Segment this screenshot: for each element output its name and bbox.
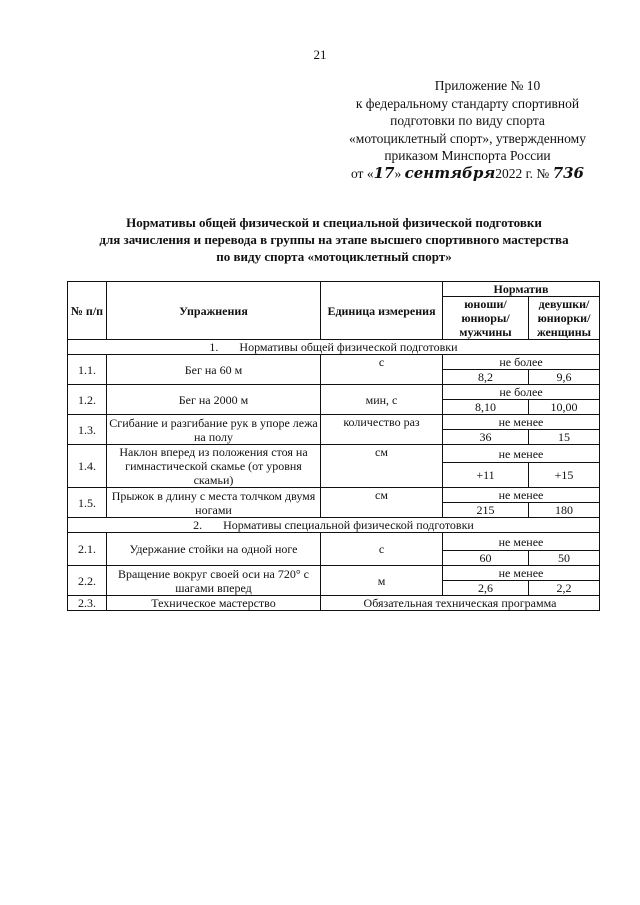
header-norm: Норматив <box>443 282 600 297</box>
row-requirement: Обязательная техническая программа <box>321 596 600 611</box>
row-unit: количество раз <box>321 415 443 445</box>
header-female: девушки/ юниорки/ женщины <box>529 297 600 340</box>
handwritten-day: 17 <box>373 163 395 182</box>
row-unit: с <box>321 533 443 566</box>
row-exercise: Бег на 2000 м <box>107 385 321 415</box>
row-exercise: Техническое мастерство <box>107 596 321 611</box>
row-exercise: Наклон вперед из положения стоя на гимнастической скамье (от уровня скамьи) <box>107 445 321 488</box>
header-num: № п/п <box>68 282 107 340</box>
value-female: 2,2 <box>529 581 600 596</box>
value-female: 15 <box>529 430 600 445</box>
row-number: 1.3. <box>68 415 107 445</box>
page-number: 21 <box>313 47 327 62</box>
row-unit: мин, с <box>321 385 443 415</box>
row-exercise: Бег на 60 м <box>107 355 321 385</box>
value-male: 8,10 <box>443 400 529 415</box>
appendix-line: приказом Минспорта России <box>384 148 551 163</box>
row-exercise: Сгибание и разгибание рук в упоре лежа на полу <box>107 415 321 445</box>
row-exercise: Удержание стойки на одной ноге <box>107 533 321 566</box>
row-criterion: не более <box>443 355 600 370</box>
row-unit: см <box>321 445 443 488</box>
value-male: 60 <box>443 551 529 566</box>
appendix-line: к федеральному стандарту спортивной <box>355 95 580 111</box>
handwritten-order-number: 736 <box>552 163 584 182</box>
row-criterion: не менее <box>443 488 600 503</box>
title-line-1: Нормативы общей физической и специальной физической подготовки <box>126 215 542 230</box>
row-unit: с <box>321 355 443 385</box>
header-unit: Единица измерения <box>321 282 443 340</box>
row-exercise: Прыжок в длину с места толчком двумя ногами <box>107 488 321 518</box>
value-male: 8,2 <box>443 370 529 385</box>
title-line-3: по виду спорта «мотоциклетный спорт» <box>216 249 452 264</box>
header-exercise: Упражнения <box>107 282 321 340</box>
row-criterion: не менее <box>443 415 600 430</box>
row-unit: см <box>321 488 443 518</box>
date-mid: » <box>394 165 402 181</box>
value-male: +11 <box>443 463 529 488</box>
value-female: 50 <box>529 551 600 566</box>
value-female: 180 <box>529 503 600 518</box>
date-year: 2022 г. № <box>495 165 550 181</box>
header-male: юноши/ юниоры/ мужчины <box>443 297 529 340</box>
appendix-date-line <box>330 165 605 183</box>
row-criterion: не менее <box>443 566 600 581</box>
row-number: 2.3. <box>68 596 107 611</box>
date-prefix: от « <box>350 165 374 181</box>
title-line-2: для зачисления и перевода в группы на этапе высшего спортивного мастерства <box>99 232 569 247</box>
value-male: 36 <box>443 430 529 445</box>
row-exercise: Вращение вокруг своей оси на 720° с шагами вперед <box>107 566 321 596</box>
appendix-line: подготовки по виду спорта <box>390 113 545 128</box>
row-number: 1.5. <box>68 488 107 518</box>
value-female: +15 <box>529 463 600 488</box>
value-male: 215 <box>443 503 529 518</box>
handwritten-month: сентября <box>404 163 496 182</box>
appendix-line: «мотоциклетный спорт», утвержденному <box>349 130 586 146</box>
row-number: 2.2. <box>68 566 107 596</box>
value-male: 2,6 <box>443 581 529 596</box>
section-heading: 2. Нормативы специальной физической подготовки <box>68 518 600 533</box>
row-number: 1.1. <box>68 355 107 385</box>
value-female: 9,6 <box>529 370 600 385</box>
appendix-block <box>330 77 605 182</box>
row-criterion: не менее <box>443 533 600 551</box>
document-title <box>60 214 608 265</box>
row-number: 1.4. <box>68 445 107 488</box>
row-criterion: не более <box>443 385 600 400</box>
row-number: 2.1. <box>68 533 107 566</box>
section-heading: 1. Нормативы общей физической подготовки <box>68 340 600 355</box>
value-female: 10,00 <box>529 400 600 415</box>
row-unit: м <box>321 566 443 596</box>
row-number: 1.2. <box>68 385 107 415</box>
appendix-title: Приложение № 10 <box>434 78 541 93</box>
norms-table <box>67 281 600 611</box>
row-criterion: не менее <box>443 445 600 463</box>
